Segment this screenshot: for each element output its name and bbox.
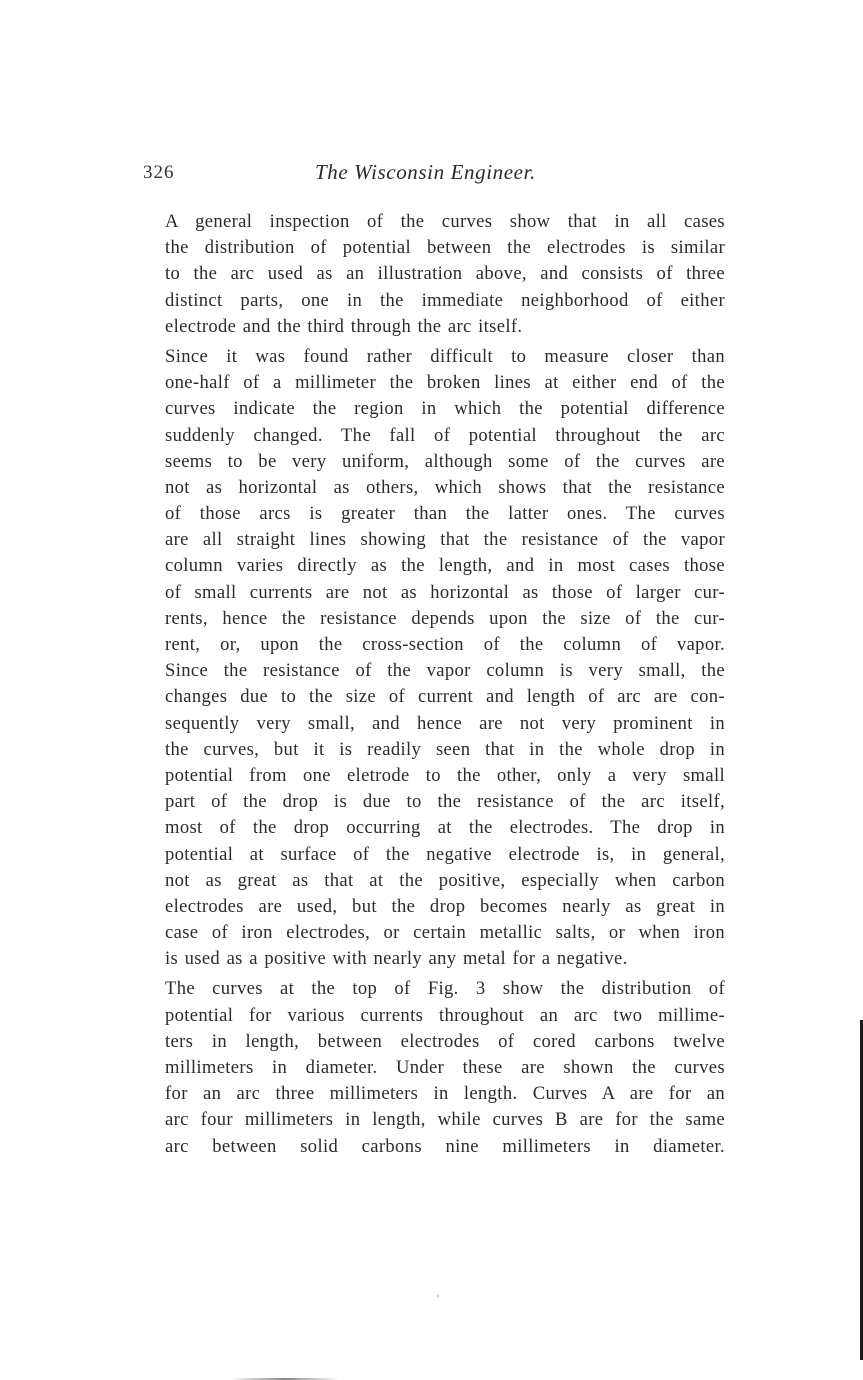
text-line: distinct parts, one in the immediate neighborhood of either [165, 289, 725, 311]
text-line: ters in length, between electrodes of cored carbons twelve [165, 1030, 725, 1052]
text-line: Since it was found rather difficult to measure closer than [165, 345, 725, 367]
running-title: The Wisconsin Engineer. [315, 160, 536, 184]
text-line: to the arc used as an illustration above, and consists of three [165, 263, 725, 285]
text-line: most of the drop occurring at the electrodes. The drop in [165, 817, 725, 839]
page-header [143, 158, 725, 194]
text-line: not as horizontal as others, which shows that the resistance [165, 476, 725, 498]
text-line: potential from one eletrode to the other, only a very small [165, 764, 725, 786]
paragraph-1 [143, 209, 725, 340]
body-text [143, 209, 725, 1160]
text-line: not as great as that at the positive, especially when carbon [165, 869, 725, 891]
text-line: seems to be very uniform, although some of the curves are [165, 450, 725, 472]
text-line: part of the drop is due to the resistance of the arc itself, [165, 791, 725, 813]
text-line: case of iron electrodes, or certain metallic salts, or when iron [165, 922, 725, 944]
text-line: A general inspection of the curves show that in all cases [165, 211, 725, 232]
text-line: curves indicate the region in which the potential difference [165, 398, 725, 420]
text-line: The curves at the top of Fig. 3 show the distribution of [165, 978, 725, 1000]
text-line: electrode and the third through the arc itself. [165, 315, 523, 337]
paragraph-3 [143, 976, 725, 1159]
text-line: are all straight lines showing that the resistance of the vapor [165, 529, 725, 551]
text-line: rent, or, upon the cross-section of the column of vapor. [165, 634, 725, 655]
text-line: rents, hence the resistance depends upon the size of the cur- [165, 607, 725, 629]
text-line: Since the resistance of the vapor column is very small, the [165, 660, 725, 682]
text-line: electrodes are used, but the drop becomes nearly as great in [165, 895, 725, 917]
text-line: for an arc three millimeters in length. Curves A are for an [165, 1083, 725, 1105]
text-line: of small currents are not as horizontal as those of larger cur- [165, 581, 725, 603]
text-line: suddenly changed. The fall of potential throughout the arc [165, 424, 725, 446]
text-line: sequently very small, and hence are not very prominent in [165, 712, 725, 734]
text-line: the distribution of potential between the electrodes is similar [165, 237, 725, 259]
text-line: arc between solid carbons nine millimeters in diameter. [165, 1135, 725, 1157]
paper-speck [437, 1295, 439, 1297]
text-line: column varies directly as the length, and in most cases those [165, 555, 725, 577]
text-line: millimeters in diameter. Under these are shown the curves [165, 1057, 725, 1078]
text-line: is used as a positive with nearly any metal for a negative. [165, 948, 628, 970]
page-number: 326 [143, 162, 175, 183]
text-line: the curves, but it is readily seen that in the whole drop in [165, 738, 725, 760]
text-line: potential at surface of the negative electrode is, in general, [165, 843, 725, 865]
text-line: of those arcs is greater than the latter ones. The curves [165, 503, 725, 525]
text-line: one-half of a millimeter the broken lines at either end of the [165, 372, 725, 394]
paragraph-2 [143, 344, 725, 973]
text-line: potential for various currents throughout an arc two millime- [165, 1004, 725, 1026]
text-line: arc four millimeters in length, while curves B are for the same [165, 1109, 725, 1131]
text-line: changes due to the size of current and length of arc are con- [165, 686, 725, 708]
